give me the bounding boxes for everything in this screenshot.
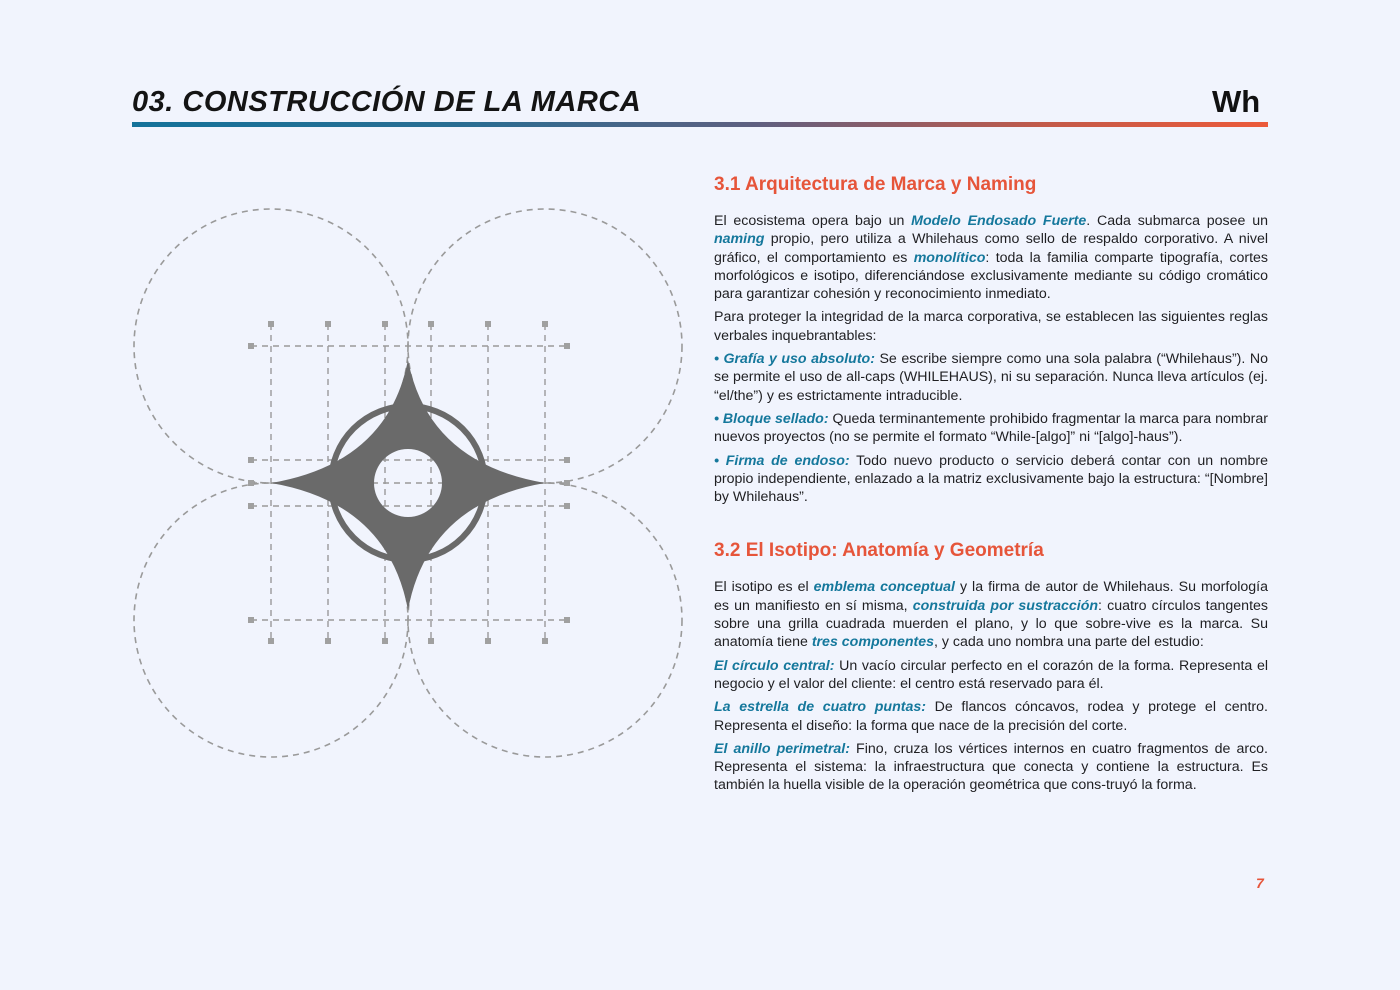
rule-bloque-sellado: • Bloque sellado: Queda terminantemente prohibido fragmentar la marca para nombrar nuevos proyectos (no se permite el formato “While-[algo]” ni “[algo]-haus”).	[714, 410, 1268, 446]
isotype-construction-figure	[120, 195, 700, 775]
component-central-circle: El círculo central: Un vacío circular perfecto en el corazón de la forma. Representa el negocio y el valor del cliente: el centro está reservado para él.	[714, 657, 1268, 692]
section-title-isotype: 3.2 El Isotipo: Anatomía y Geometría	[714, 540, 1044, 562]
whilehaus-logo	[1210, 84, 1270, 118]
page-title: 03. CONSTRUCCIÓN DE LA MARCA	[132, 86, 642, 118]
rule-grafia: • Grafía y uso absoluto: Se escribe siempre como una sola palabra (“Whilehaus”). No se permite el uso de all-caps (WHILEHAUS), ni su separación. Nunca lleva artículos (ej. “el/the”) y es estrictamente intraducible.	[714, 351, 1268, 404]
text-column	[714, 172, 1268, 800]
component-perimeter-ring: El anillo perimetral: Fino, cruza los vértices internos en cuatro fragmentos de arco. Representa el sistema: la infraestructura que conecta y contiene la estructura. Es también la huella visible de la operación geométrica que cons-truyó la forma.	[714, 740, 1268, 794]
four-point-star	[271, 360, 545, 610]
component-four-point-star: La estrella de cuatro puntas: De flancos cóncavos, rodea y protege el centro. Representa el diseño: la forma que nace de la precisión del corte.	[714, 699, 1268, 734]
paragraph-endorsed-model: El ecosistema opera bajo un Modelo Endosado Fuerte. Cada submarca posee un naming propio, pero utiliza a Whilehaus como sello de respaldo corporativo. A nivel gráfico, el comportamiento es monolítico: toda la familia comparte tipografía, cortes morfológicos e isotipo, diferenciándose exclusivamente mediante su código cromático para garantizar cohesión y reconocimiento inmediato.	[714, 213, 1268, 303]
paragraph-isotype-intro: El isotipo es el emblema conceptual y la firma de autor de Whilehaus. Su morfología es un manifiesto en sí misma, construida por sustracción: cuatro círculos tangentes sobre una grilla cuadrada muerden el plano, y lo que sobre-vive es la marca. Su anatomía tiene tres componentes, y cada uno nombra una parte del estudio:	[714, 579, 1268, 651]
page-number: 7	[1256, 875, 1264, 891]
rule-firma-endoso: • Firma de endoso: Todo nuevo producto o servicio deberá contar con un nombre propio independiente, enlazado a la matriz exclusivamente bajo la estructura: “[Nombre] by Whilehaus”.	[714, 452, 1268, 506]
header-gradient-bar	[132, 122, 1268, 127]
svg-text:Wh: Wh	[1212, 84, 1261, 118]
paragraph-rules-intro: Para proteger la integridad de la marca corporativa, se establecen las siguientes reglas verbales inquebrantables:	[714, 309, 1268, 344]
section-title-architecture: 3.1 Arquitectura de Marca y Naming	[714, 174, 1037, 195]
